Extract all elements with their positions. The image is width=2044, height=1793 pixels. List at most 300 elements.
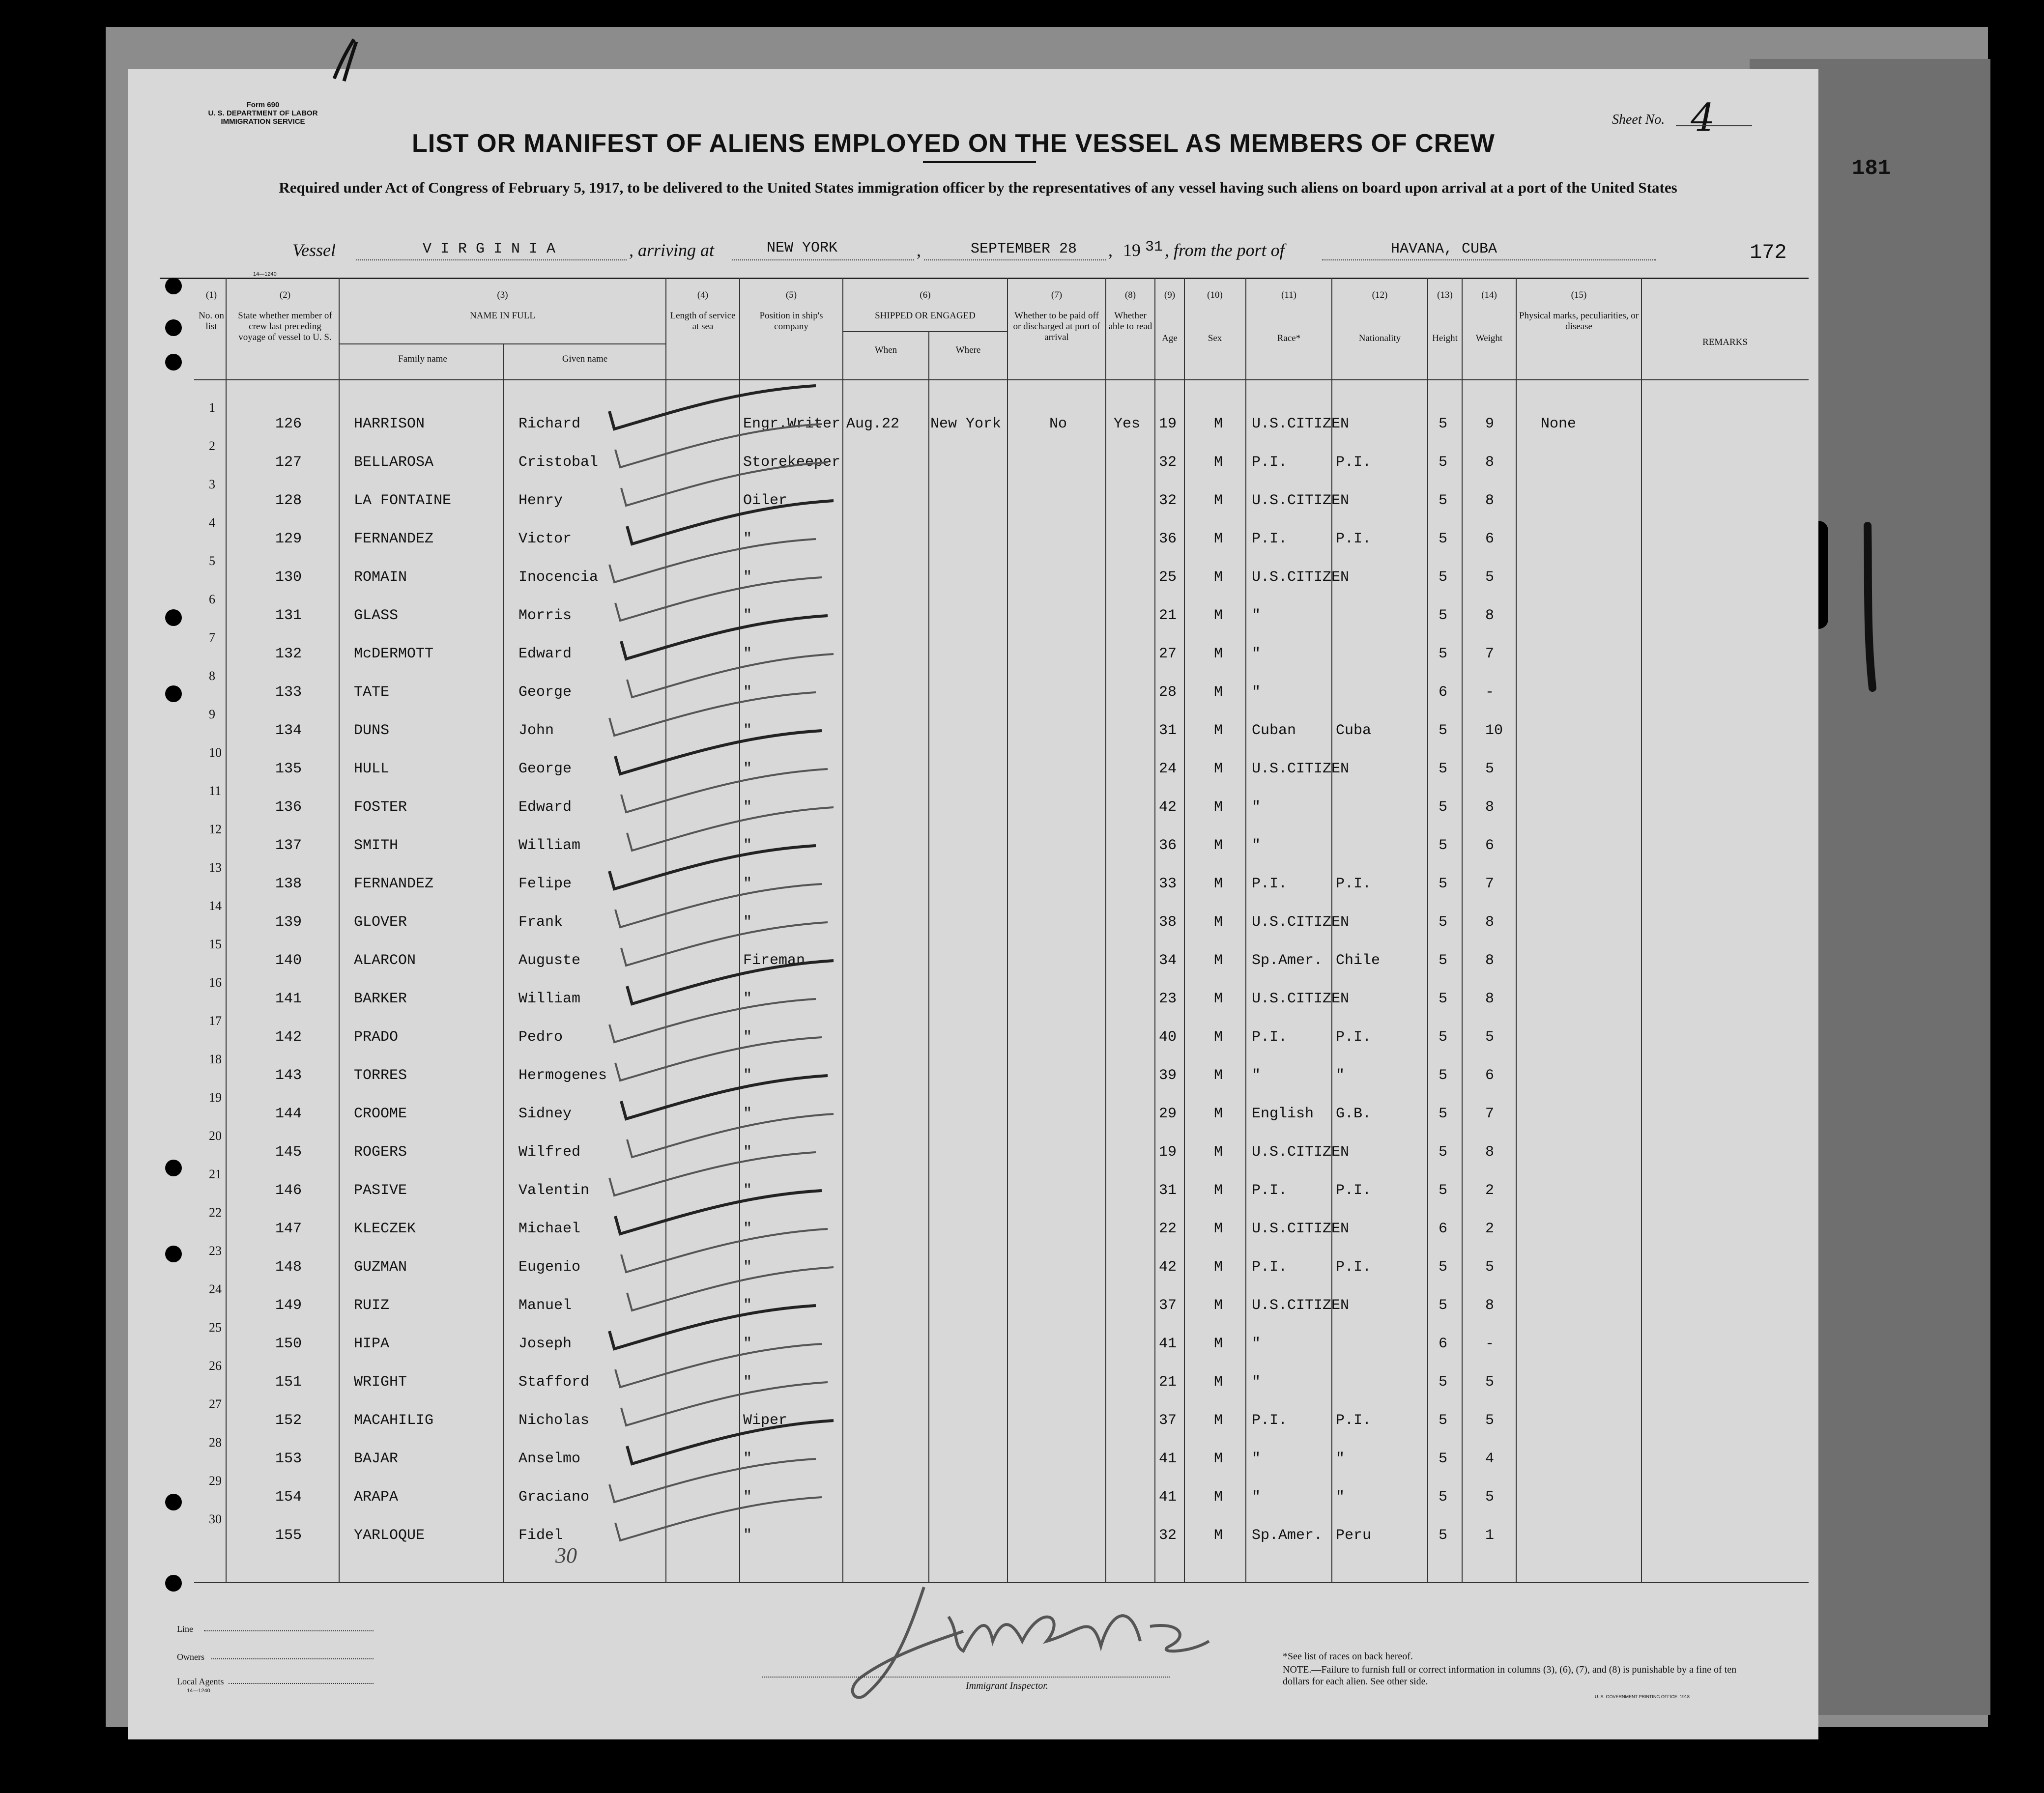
year-prefix: 19 [1123,240,1141,260]
nationality: " [1336,1451,1345,1467]
arriving-label: , arriving at [629,240,715,260]
sex: M [1214,1374,1223,1391]
age: 34 [1159,952,1177,969]
col14-label: Weight [1475,333,1503,343]
family-name: PRADO [354,1029,399,1046]
age: 32 [1159,492,1177,509]
col3-given-label: Given name [562,354,608,364]
position: " [743,607,752,624]
nationality: Chile [1336,952,1381,969]
sex: M [1214,1106,1223,1122]
prev-on-list: 148 [275,1259,302,1276]
position: " [743,646,752,662]
weight: 5 [1485,1029,1495,1046]
position: " [743,761,752,777]
weight: 8 [1485,914,1495,931]
position: " [743,1297,752,1314]
height: 5 [1439,1527,1448,1544]
prev-on-list: 155 [275,1527,302,1544]
vessel-name: V I R G I N I A [423,241,556,257]
race: U.S.CITIZEN [1252,1221,1350,1237]
age: 41 [1159,1489,1177,1506]
family-name: YARLOQUE [354,1527,425,1544]
check-mark [615,1037,822,1081]
weight: 5 [1485,1374,1495,1391]
nationality: Peru [1336,1527,1372,1544]
col9-num: (9) [1164,290,1176,300]
col16-label: REMARKS [1702,337,1748,347]
age: 19 [1159,416,1177,432]
row-number: 18 [209,1052,222,1066]
prev-on-list: 136 [275,799,302,816]
punch-hole [165,319,182,336]
owners-label: Owners [177,1652,204,1662]
row-number: 6 [209,592,215,606]
prev-on-list: 131 [275,607,302,624]
race: " [1252,1336,1261,1352]
sex: M [1214,646,1223,662]
check-mark [627,1114,834,1157]
race: U.S.CITIZEN [1252,492,1350,509]
vessel-label: Vessel [292,240,336,260]
sex: M [1214,914,1223,931]
punch-hole [165,1246,182,1262]
check-mark [627,1267,834,1310]
given-name: Nicholas [518,1412,590,1429]
nationality: " [1336,1489,1345,1506]
age: 39 [1159,1067,1177,1084]
sex: M [1214,952,1223,969]
race: " [1252,1374,1261,1391]
shipped-when: Aug.22 [846,416,900,432]
age: 42 [1159,1259,1177,1276]
weight: 5 [1485,1412,1495,1429]
check-mark [627,654,834,697]
position: Storekeeper [743,454,841,471]
row-number: 2 [209,439,215,453]
sex: M [1214,1182,1223,1199]
position: " [743,1451,752,1467]
prev-on-list: 140 [275,952,302,969]
height: 5 [1439,952,1448,969]
family-name: McDERMOTT [354,646,434,662]
weight: 8 [1485,1144,1495,1161]
family-name: WRIGHT [354,1374,407,1391]
row-number: 23 [209,1244,222,1258]
check-mark [609,1459,816,1502]
weight: 5 [1485,569,1495,586]
sheet-number: 4 [1691,96,1715,140]
prev-on-list: 139 [275,914,302,931]
col5-num: (5) [785,290,797,300]
family-name: BELLAROSA [354,454,434,471]
height: 5 [1439,761,1448,777]
check-mark [609,386,816,429]
height: 5 [1439,1412,1448,1429]
position: Oiler [743,492,788,509]
prev-on-list: 127 [275,454,302,471]
row-number: 9 [209,707,215,721]
race: " [1252,607,1261,624]
height: 5 [1439,722,1448,739]
prev-on-list: 150 [275,1336,302,1352]
col7-num: (7) [1051,290,1063,300]
row-number: 16 [209,975,222,990]
height: 5 [1439,646,1448,662]
row-number: 14 [209,899,222,913]
race: " [1252,837,1261,854]
given-name: Eugenio [518,1259,581,1276]
prev-on-list: 154 [275,1489,302,1506]
position: Engr.Writer [743,416,841,432]
row-number: 21 [209,1167,222,1181]
given-name: Inocencia [518,569,599,586]
race: " [1252,646,1261,662]
height: 5 [1439,799,1448,816]
check-mark [621,1229,828,1272]
row-number: 4 [209,515,215,530]
sex: M [1214,991,1223,1007]
check-mark [609,1306,816,1349]
col8-label: Whether able to read [1108,311,1152,332]
position: " [743,722,752,739]
given-name: Valentin [518,1182,590,1199]
race: P.I. [1252,1029,1288,1046]
sheet-label: Sheet No. [1612,112,1665,127]
weight: 1 [1485,1527,1495,1544]
agents-field [229,1683,374,1684]
age: 21 [1159,607,1177,624]
given-name: William [518,991,581,1007]
handwritten-total: 30 [555,1543,577,1567]
printing-office: U. S. GOVERNMENT PRINTING OFFICE: 1918 [1595,1694,1690,1699]
given-name: Manuel [518,1297,572,1314]
line-label: Line [177,1624,193,1634]
check-mark [609,692,816,736]
given-name: Graciano [518,1489,590,1506]
family-name: RUIZ [354,1297,390,1314]
family-name: ARAPA [354,1489,399,1506]
prev-on-list: 145 [275,1144,302,1161]
weight: 5 [1485,1489,1495,1506]
position: " [743,1029,752,1046]
col7-label: Whether to be paid off or discharged at port of arrival [1013,311,1100,342]
col6-label: SHIPPED OR ENGAGED [875,311,976,321]
check-mark [621,922,828,966]
nationality: G.B. [1336,1106,1372,1122]
weight: 7 [1485,646,1495,662]
given-name: Stafford [518,1374,590,1391]
nationality: P.I. [1336,454,1372,471]
sex: M [1214,492,1223,509]
col12-num: (12) [1372,290,1388,300]
sex: M [1214,1336,1223,1352]
age: 19 [1159,1144,1177,1161]
position: " [743,1336,752,1352]
check-mark [615,1344,822,1387]
family-name: FERNANDEZ [354,531,434,547]
sex: M [1214,799,1223,816]
col9-label: Age [1162,333,1178,343]
col6-num: (6) [920,290,931,300]
given-name: Morris [518,607,572,624]
age: 28 [1159,684,1177,701]
check-mark [615,577,822,621]
family-name: HIPA [354,1336,390,1352]
given-name: George [518,684,572,701]
physical-marks: None [1541,416,1577,432]
sex: M [1214,1297,1223,1314]
weight: 5 [1485,1259,1495,1276]
race: " [1252,1489,1261,1506]
sex: M [1214,1527,1223,1544]
family-name: FOSTER [354,799,407,816]
position: " [743,876,752,892]
form-number: Form 690 [246,101,280,109]
race: U.S.CITIZEN [1252,991,1350,1007]
family-name: SMITH [354,837,399,854]
sex: M [1214,1412,1223,1429]
race: P.I. [1252,531,1288,547]
col10-label: Sex [1208,333,1222,343]
given-name: Edward [518,799,572,816]
stamp-number-top: 181 [1852,156,1891,181]
given-name: Henry [518,492,563,509]
family-name: LA FONTAINE [354,492,452,509]
height: 5 [1439,1489,1448,1506]
family-name: ROMAIN [354,569,407,586]
prev-on-list: 146 [275,1182,302,1199]
prev-on-list: 149 [275,1297,302,1314]
check-mark [627,1421,834,1464]
age: 21 [1159,1374,1177,1391]
prev-on-list: 142 [275,1029,302,1046]
race: " [1252,799,1261,816]
family-name: TATE [354,684,390,701]
position: " [743,837,752,854]
height: 5 [1439,492,1448,509]
prev-on-list: 151 [275,1374,302,1391]
races-note: *See list of races on back hereof. [1283,1651,1413,1662]
punch-hole [165,1494,182,1510]
weight: 8 [1485,1297,1495,1314]
col1-label: No. on list [199,311,224,332]
check-mark [615,1191,822,1234]
given-name: Wilfred [518,1144,581,1161]
given-name: John [518,722,554,739]
sex: M [1214,531,1223,547]
sex: M [1214,1221,1223,1237]
sex: M [1214,837,1223,854]
position: " [743,1527,752,1544]
row-number: 27 [209,1397,222,1411]
comma: , [917,240,921,260]
height: 5 [1439,837,1448,854]
agents-code: 14—1240 [187,1688,210,1694]
sex: M [1214,1029,1223,1046]
age: 29 [1159,1106,1177,1122]
age: 41 [1159,1336,1177,1352]
punch-hole [165,278,182,294]
race: " [1252,684,1261,701]
weight: 6 [1485,1067,1495,1084]
given-name: Richard [518,416,581,432]
row-number: 12 [209,822,222,836]
age: 33 [1159,876,1177,892]
given-name: Sidney [518,1106,572,1122]
weight: 6 [1485,837,1495,854]
row-number: 24 [209,1282,222,1296]
line-field [204,1630,374,1631]
check-mark [615,1497,822,1540]
given-name: George [518,761,572,777]
family-name: GUZMAN [354,1259,407,1276]
family-name: ALARCON [354,952,416,969]
race: P.I. [1252,1182,1288,1199]
family-name: DUNS [354,722,390,739]
given-name: Auguste [518,952,581,969]
age: 38 [1159,914,1177,931]
height: 5 [1439,1374,1448,1391]
check-mark [609,539,816,582]
position: " [743,684,752,701]
punch-hole [165,685,182,702]
comma-2: , [1108,240,1113,260]
race: Sp.Amer. [1252,1527,1323,1544]
col6-when-label: When [874,345,897,355]
origin-port: HAVANA, CUBA [1391,241,1497,257]
age: 31 [1159,1182,1177,1199]
position: " [743,1374,752,1391]
weight: 8 [1485,607,1495,624]
height: 5 [1439,991,1448,1007]
department: U. S. DEPARTMENT OF LABOR [208,109,318,117]
race: P.I. [1252,1259,1288,1276]
given-name: Hermogenes [518,1067,607,1084]
given-name: Joseph [518,1336,572,1352]
sex: M [1214,761,1223,777]
col14-num: (14) [1481,290,1497,300]
prev-on-list: 147 [275,1221,302,1237]
page-subtitle: Required under Act of Congress of February 5, 1917, to be delivered to the United States immigration officer by the representatives of any vessel having such aliens on board upon arrival at a port of the United States [279,179,1677,196]
age: 32 [1159,454,1177,471]
family-name: FERNANDEZ [354,876,434,892]
given-name: Victor [518,531,572,547]
row-number: 3 [209,477,215,491]
prev-on-list: 144 [275,1106,302,1122]
row-number: 20 [209,1129,222,1143]
weight: 5 [1485,761,1495,777]
position: " [743,1221,752,1237]
position: " [743,531,752,547]
nationality: P.I. [1336,1259,1372,1276]
family-name: PASIVE [354,1182,407,1199]
check-mark [627,961,834,1004]
height: 5 [1439,531,1448,547]
prev-on-list: 126 [275,416,302,432]
race: U.S.CITIZEN [1252,761,1350,777]
row-number: 17 [209,1014,222,1028]
prev-on-list: 129 [275,531,302,547]
height: 5 [1439,416,1448,432]
arrival-port: NEW YORK [767,240,838,256]
check-mark [627,807,834,851]
family-name: GLASS [354,607,399,624]
shipped-where: New York [930,416,1002,432]
sex: M [1214,1259,1223,1276]
row-number: 22 [209,1205,222,1220]
age: 31 [1159,722,1177,739]
race: U.S.CITIZEN [1252,416,1350,432]
col6-where-label: Where [955,345,981,355]
punch-hole [165,1575,182,1592]
col3-family-label: Family name [398,354,447,364]
weight: 2 [1485,1221,1495,1237]
family-name: GLOVER [354,914,407,931]
given-name: Felipe [518,876,572,892]
given-name: Michael [518,1221,581,1237]
col4-num: (4) [697,290,709,300]
sex: M [1214,1067,1223,1084]
col15-label: Physical marks, peculiarities, or disease [1519,311,1639,332]
family-name: CROOME [354,1106,407,1122]
nationality: P.I. [1336,876,1372,892]
sex: M [1214,416,1223,432]
nationality: " [1336,1067,1345,1084]
row-number: 15 [209,937,222,951]
family-name: MACAHILIG [354,1412,434,1429]
height: 5 [1439,569,1448,586]
weight: 6 [1485,531,1495,547]
age: 36 [1159,531,1177,547]
nationality: P.I. [1336,531,1372,547]
height: 5 [1439,1259,1448,1276]
position: " [743,1067,752,1084]
position: " [743,1182,752,1199]
weight: 8 [1485,454,1495,471]
nationality: P.I. [1336,1412,1372,1429]
family-name: ROGERS [354,1144,407,1161]
race: P.I. [1252,876,1288,892]
age: 41 [1159,1451,1177,1467]
sex: M [1214,684,1223,701]
weight: 8 [1485,799,1495,816]
arrival-date: SEPTEMBER 28 [971,241,1077,257]
position: " [743,799,752,816]
row-number: 5 [209,554,215,568]
age: 36 [1159,837,1177,854]
check-mark [609,1152,816,1195]
inspector-line [762,1677,1170,1678]
prev-on-list: 133 [275,684,302,701]
col2-num: (2) [279,290,291,300]
position: " [743,991,752,1007]
row-number: 28 [209,1435,222,1450]
position: " [743,914,752,931]
col12-label: Nationality [1358,333,1401,343]
agents-label: Local Agents [177,1677,224,1686]
sex: M [1214,1144,1223,1161]
weight: 4 [1485,1451,1495,1467]
position: " [743,1259,752,1276]
height: 5 [1439,1451,1448,1467]
check-mark [627,501,834,544]
prev-on-list: 128 [275,492,302,509]
weight: 8 [1485,492,1495,509]
prev-on-list: 141 [275,991,302,1007]
age: 22 [1159,1221,1177,1237]
stamp-number-right: 172 [1750,241,1787,264]
